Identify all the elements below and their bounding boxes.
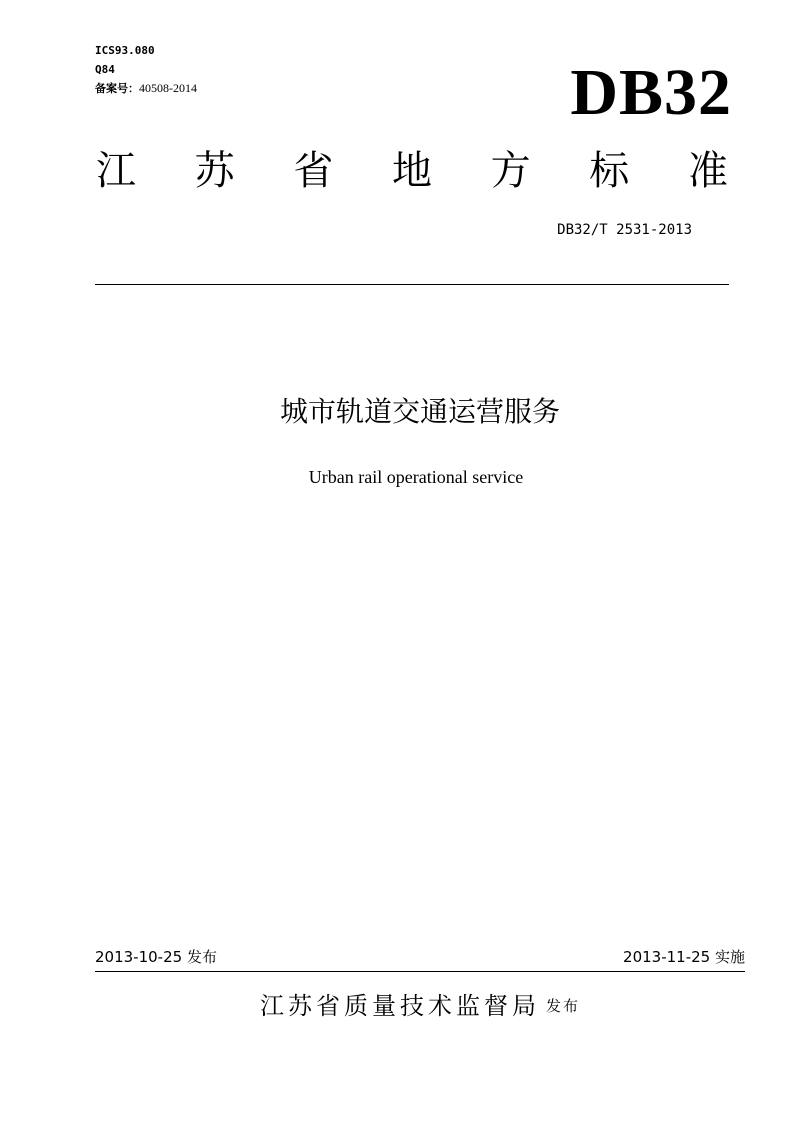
publish-date: 2013-10-25 发布 (95, 948, 217, 966)
classification-codes (95, 41, 197, 98)
standard-number: DB32/T 2531-2013 (557, 222, 692, 238)
standard-type-heading (96, 148, 728, 194)
document-title-english: Urban rail operational service (308, 467, 524, 487)
bottom-divider (95, 971, 745, 972)
ccs-code: Q84 (95, 63, 115, 76)
top-divider (95, 284, 729, 285)
filing-label: 备案号： (95, 82, 139, 95)
filing-number: 40508-2014 (139, 81, 197, 95)
ics-code: ICS93.080 (95, 44, 155, 57)
issuer-suffix: 发布 (545, 997, 580, 1015)
standard-type-char: 标 (589, 148, 630, 194)
implementation-date: 2013-11-25 实施 (623, 948, 745, 966)
standard-type-char: 江 (96, 148, 136, 194)
issuer-name: 江苏省质量技术监督局 (259, 992, 540, 1020)
db32-logo: DB32 (570, 56, 732, 129)
standard-type-char: 地 (391, 148, 432, 194)
standard-type-char: 省 (293, 148, 334, 194)
filing-record (95, 79, 197, 98)
issuer-line (0, 990, 800, 1022)
document-title-chinese: 城市轨道交通运营服务 (279, 395, 560, 428)
standard-type-char: 准 (687, 148, 728, 194)
standard-type-char: 苏 (194, 148, 235, 194)
standard-type-char: 方 (490, 148, 531, 194)
